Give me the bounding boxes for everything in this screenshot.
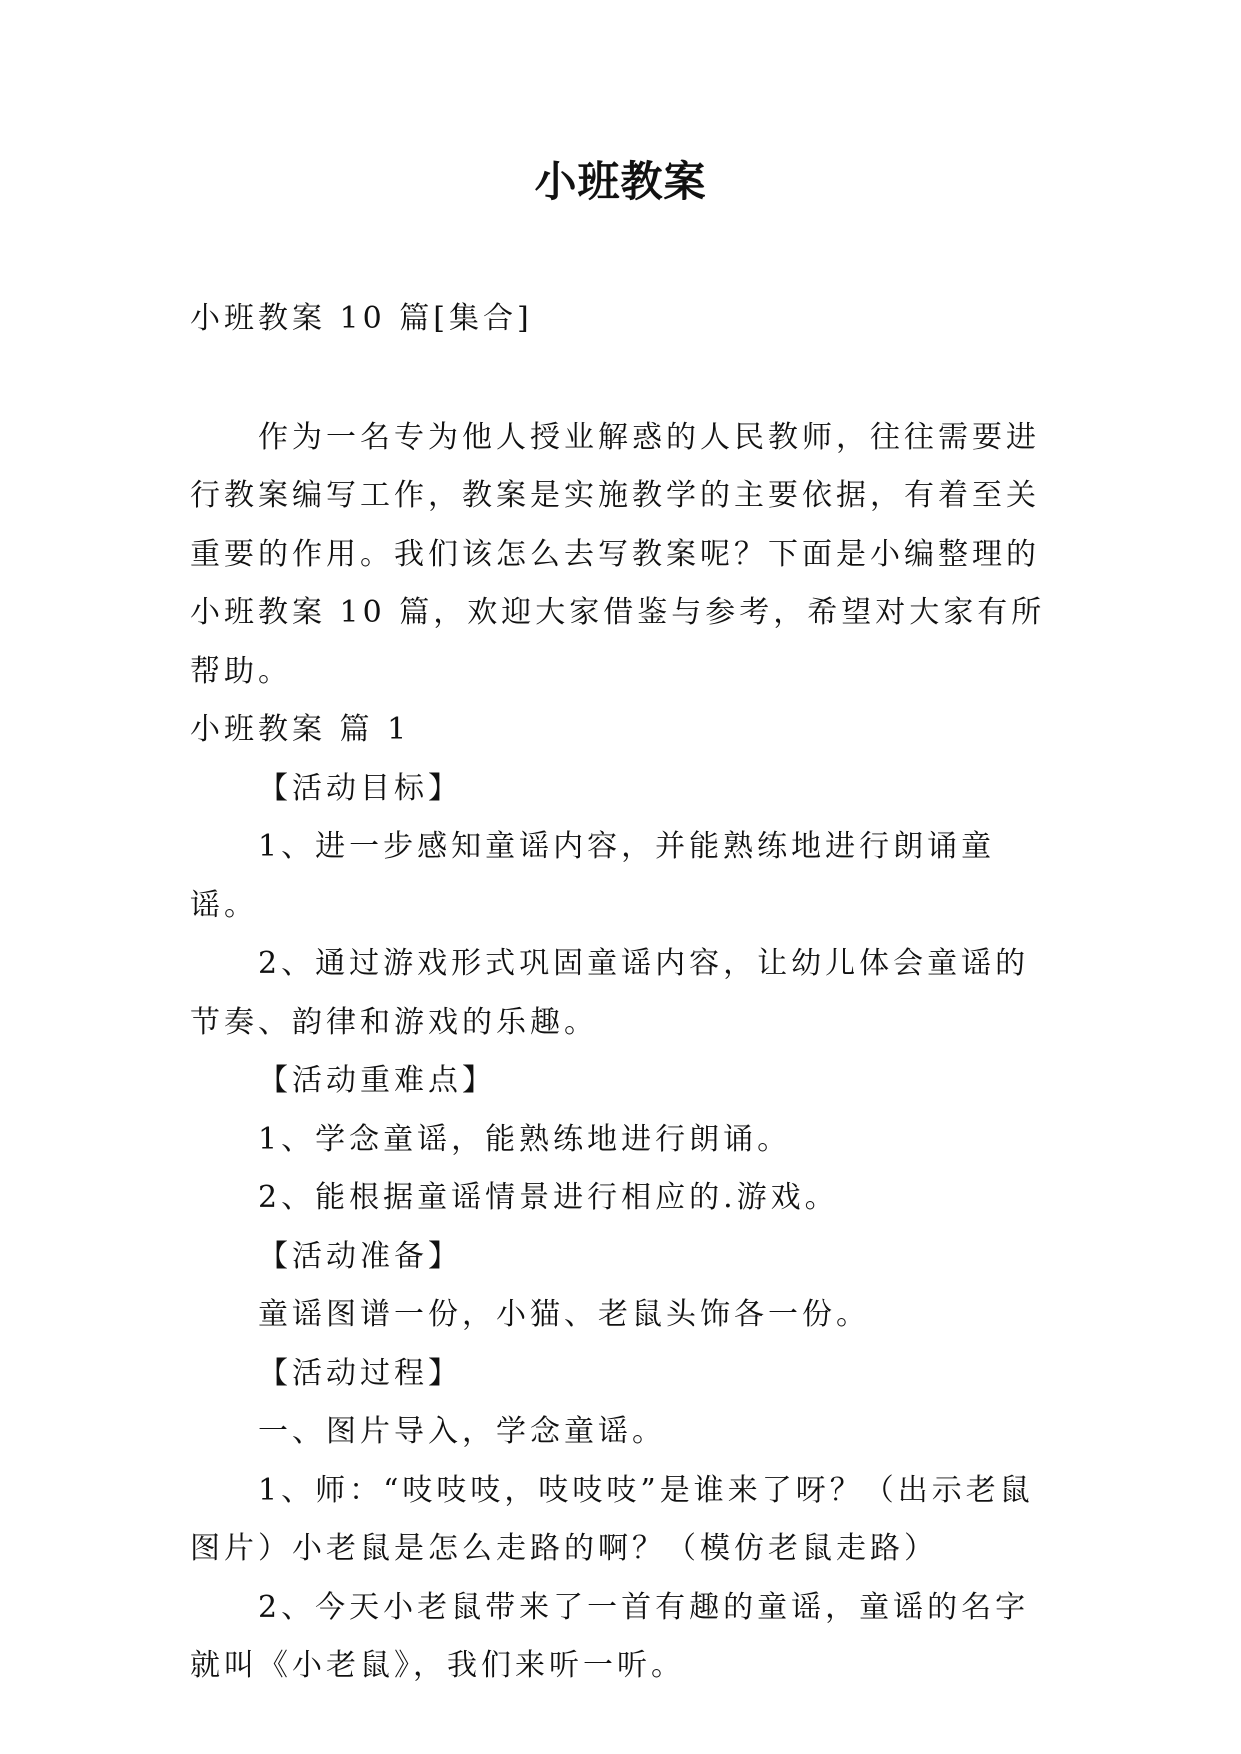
preparation-text: 童谣图谱一份，小猫、老鼠头饰各一份。 xyxy=(258,1297,870,1332)
difficulty-item-2: 2、能根据童谣情景进行相应的.游戏。 xyxy=(258,1180,839,1215)
document-subtitle: 小班教案 10 篇[集合] xyxy=(190,301,533,336)
document-title: 小班教案 xyxy=(534,157,707,206)
heading-preparation: 【活动准备】 xyxy=(258,1238,462,1274)
heading-process: 【活动过程】 xyxy=(258,1355,462,1391)
process-item-1: 1、师：“吱吱吱，吱吱吱”是谁来了呀？（出示老鼠图片）小老鼠是怎么走路的啊？（模仿老鼠走路） xyxy=(190,1472,1034,1566)
document-body xyxy=(190,290,1052,1696)
spacer xyxy=(190,349,1052,409)
heading-key-difficulties: 【活动重难点】 xyxy=(258,1063,496,1098)
heading-activity-goals: 【活动目标】 xyxy=(258,770,462,806)
intro-paragraph: 作为一名专为他人授业解惑的人民教师，往往需要进行教案编写工作，教案是实施教学的主要依据，有着至关重要的作用。我们该怎么去写教案呢？下面是小编整理的小班教案 10 篇，欢迎大家借鉴与参考，希望对大家有所帮助。 xyxy=(190,419,1046,689)
difficulty-item-1: 1、学念童谣，能熟练地进行朗诵。 xyxy=(258,1121,792,1157)
goal-item-2: 2、通过游戏形式巩固童谣内容，让幼儿体会童谣的节奏、韵律和游戏的乐趣。 xyxy=(190,946,1030,1040)
section-heading: 小班教案 篇 1 xyxy=(190,712,411,747)
process-step-1: 一、图片导入，学念童谣。 xyxy=(258,1414,666,1449)
process-item-2: 2、今天小老鼠带来了一首有趣的童谣，童谣的名字就叫《小老鼠》，我们来听一听。 xyxy=(190,1589,1030,1683)
goal-item-1: 1、进一步感知童谣内容，并能熟练地进行朗诵童谣。 xyxy=(190,829,996,923)
